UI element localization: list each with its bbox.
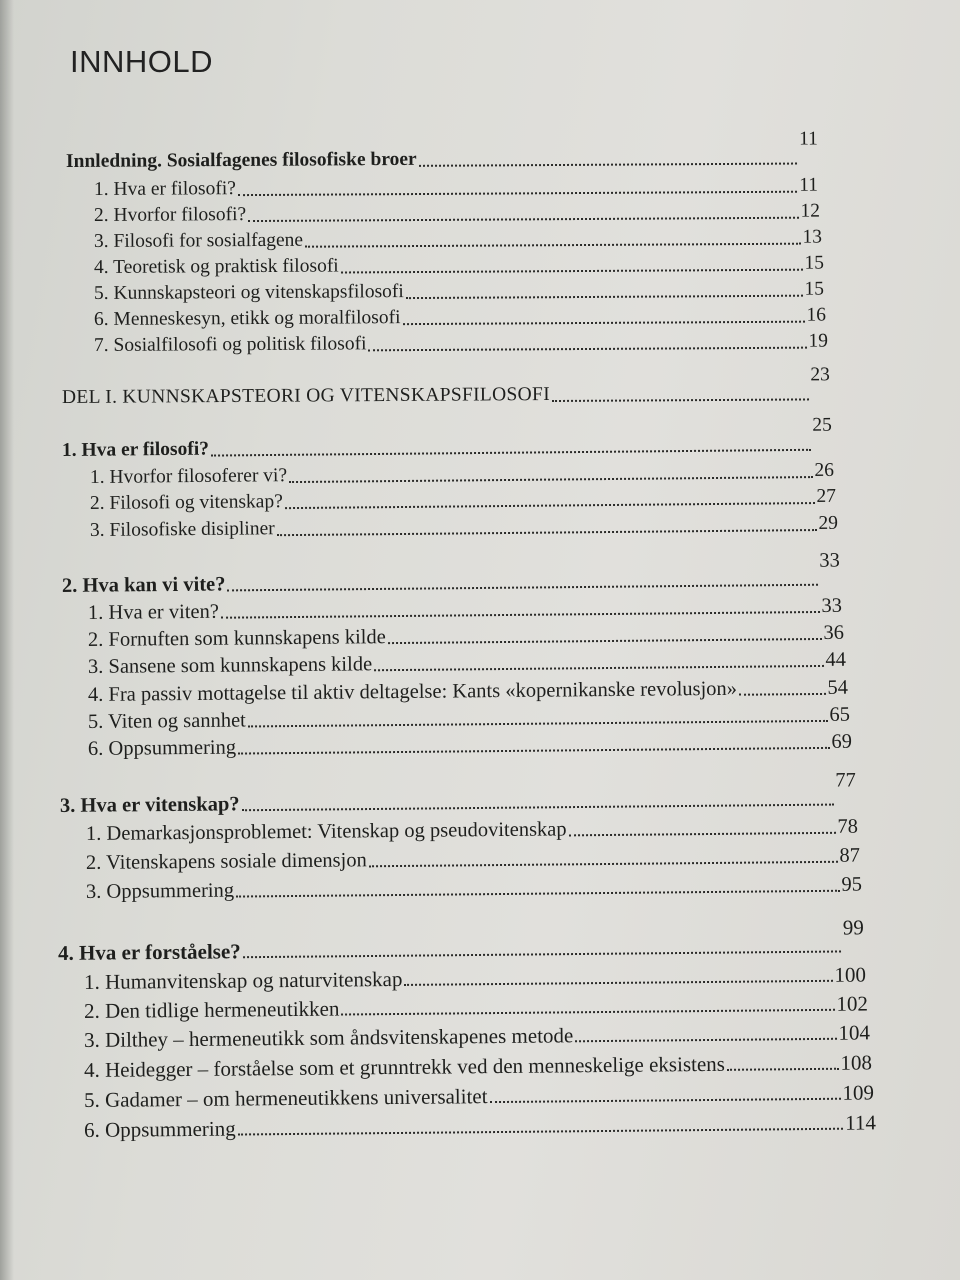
toc-entry bbox=[86, 815, 858, 846]
toc-entry bbox=[86, 873, 862, 904]
dot-leader bbox=[552, 398, 809, 402]
toc-entry-page-number: 25 bbox=[812, 414, 832, 436]
toc-entry bbox=[94, 330, 828, 358]
toc-entry bbox=[61, 549, 840, 598]
toc-entry-title: 1. Hva er filosofi? bbox=[93, 178, 236, 200]
dot-leader bbox=[238, 191, 797, 196]
dot-leader bbox=[305, 243, 800, 248]
toc-entry bbox=[86, 844, 860, 875]
dot-leader bbox=[406, 295, 803, 299]
toc-entry bbox=[94, 174, 818, 202]
dot-leader bbox=[238, 1128, 844, 1136]
toc-entry-page-number: 15 bbox=[804, 278, 825, 300]
toc-entry bbox=[88, 594, 842, 625]
toc-entry-title: 4. Fra passiv mottagelse til aktiv deltagelse: Kants «kopernikanske revolusjon» bbox=[87, 677, 738, 706]
toc-entry bbox=[84, 962, 866, 994]
toc-entry bbox=[94, 304, 826, 332]
toc-entry bbox=[84, 1080, 874, 1112]
toc-entry bbox=[84, 1050, 872, 1082]
dot-leader bbox=[727, 1068, 839, 1071]
dot-leader bbox=[490, 1098, 841, 1103]
toc-entry-title: 1. Hva er viten? bbox=[87, 600, 220, 624]
dot-leader bbox=[374, 665, 823, 671]
dot-leader bbox=[575, 1038, 836, 1043]
toc-entry bbox=[94, 200, 820, 228]
toc-entry-page-number: 65 bbox=[829, 703, 851, 726]
toc-entry-title: Innledning. Sosialfagenes filosofiske broer bbox=[65, 148, 417, 172]
dot-leader bbox=[341, 1009, 834, 1016]
toc-entry-page-number: 11 bbox=[799, 128, 818, 150]
toc-entry-title: 3. Filosofi for sosialfagene bbox=[93, 229, 304, 252]
toc-entry-page-number: 33 bbox=[819, 549, 840, 572]
toc-entry bbox=[88, 703, 850, 734]
toc-entry bbox=[88, 621, 844, 652]
toc-entry-page-number: 78 bbox=[837, 815, 859, 838]
toc-entry-title: 2. Filosofi og vitenskap? bbox=[89, 491, 283, 514]
toc-entry bbox=[94, 252, 824, 280]
dot-leader bbox=[388, 638, 822, 644]
dot-leader bbox=[739, 693, 825, 696]
toc-entry-page-number: 108 bbox=[840, 1050, 873, 1075]
dot-leader bbox=[248, 217, 798, 222]
dot-leader bbox=[248, 720, 828, 728]
toc-entry-page-number: 44 bbox=[825, 648, 847, 671]
dot-leader bbox=[368, 347, 806, 352]
toc-entry-title: 6. Oppsummering bbox=[87, 736, 237, 760]
toc-entry-page-number: 26 bbox=[814, 459, 835, 482]
toc-entry-page-number: 104 bbox=[838, 1020, 871, 1045]
toc-entry bbox=[57, 915, 864, 965]
toc-entry-title: 3. Oppsummering bbox=[85, 879, 235, 903]
toc-entry-page-number: 23 bbox=[810, 364, 830, 386]
toc-entry bbox=[90, 485, 836, 516]
dot-leader bbox=[403, 321, 805, 325]
toc-entry bbox=[84, 991, 868, 1023]
toc-entry bbox=[61, 414, 832, 463]
toc-entry-title: 3. Hva er vitenskap? bbox=[59, 793, 240, 817]
toc-entry-title: 2. Hvorfor filosofi? bbox=[93, 204, 247, 226]
toc-entry-page-number: 109 bbox=[842, 1080, 875, 1105]
toc-entry bbox=[94, 226, 822, 254]
toc-entry-title: 5. Kunnskapsteori og vitenskapsfilosofi bbox=[93, 281, 404, 304]
toc-entry-page-number: 69 bbox=[831, 730, 853, 753]
toc-entry-title: 2. Den tidlige hermeneutikken bbox=[83, 996, 340, 1023]
toc-entry-page-number: 27 bbox=[816, 485, 837, 508]
toc-entry-title: 3. Sansene som kunnskapens kilde bbox=[87, 653, 373, 678]
toc-entry-title: 1. Hvorfor filosoferer vi? bbox=[89, 465, 288, 488]
dot-leader bbox=[369, 861, 838, 867]
toc-entry-page-number: 11 bbox=[799, 174, 819, 196]
toc-entry-title: 7. Sosialfilosofi og politisk filosofi bbox=[93, 333, 367, 356]
toc-entry-title: 5. Viten og sannhet bbox=[87, 709, 246, 733]
toc-entry-page-number: 16 bbox=[806, 304, 827, 326]
toc-entry bbox=[65, 128, 818, 174]
toc-entry bbox=[88, 648, 846, 679]
toc-entry bbox=[84, 1020, 870, 1052]
dot-leader bbox=[341, 269, 803, 274]
dot-leader bbox=[211, 449, 811, 457]
dot-leader bbox=[569, 832, 836, 837]
toc-entry-page-number: 95 bbox=[841, 873, 863, 896]
toc-entry-page-number: 102 bbox=[836, 991, 869, 1016]
toc-entry-page-number: 15 bbox=[804, 252, 825, 274]
page-title: INNHOLD bbox=[70, 44, 214, 79]
toc-entry bbox=[88, 676, 848, 707]
toc-entry-title: 3. Filosofiske disipliner bbox=[89, 518, 275, 541]
toc-entry bbox=[84, 1110, 876, 1142]
dot-leader bbox=[236, 890, 839, 898]
toc-entry-page-number: 87 bbox=[839, 844, 861, 867]
toc-entry-title: 2. Vitenskapens sosiale dimensjon bbox=[85, 849, 367, 874]
toc-entry-page-number: 19 bbox=[808, 330, 829, 352]
toc-entry-page-number: 13 bbox=[802, 226, 823, 248]
toc-entry-title: 6. Oppsummering bbox=[83, 1116, 236, 1142]
toc-entry-title: 1. Humanvitenskap og naturvitenskap bbox=[83, 966, 403, 994]
toc-entry-title: 4. Teoretisk og praktisk filosofi bbox=[93, 255, 339, 278]
dot-leader bbox=[404, 980, 832, 986]
toc-entry-title: 6. Menneskesyn, etikk og moralfilosofi bbox=[93, 307, 401, 330]
toc-entry-page-number: 99 bbox=[842, 915, 864, 940]
dot-leader bbox=[238, 747, 829, 755]
toc-entry bbox=[88, 730, 852, 761]
dot-leader bbox=[227, 584, 817, 592]
toc-entry-title: 1. Hva er filosofi? bbox=[61, 438, 210, 461]
toc-entry-page-number: 54 bbox=[827, 676, 849, 699]
toc-entry-page-number: 100 bbox=[834, 962, 867, 987]
dot-leader bbox=[285, 502, 815, 509]
dot-leader bbox=[277, 529, 817, 536]
toc-entry bbox=[94, 278, 824, 306]
dot-leader bbox=[289, 476, 812, 483]
toc-entry-page-number: 77 bbox=[835, 769, 856, 792]
toc-entry bbox=[90, 512, 838, 543]
toc-entry bbox=[61, 364, 830, 410]
dot-leader bbox=[243, 950, 841, 958]
toc-entry-title: 4. Heidegger – forståelse som et grunntrekk ved den menneskelige eksistens bbox=[83, 1051, 725, 1082]
toc-entry-title: 5. Gadamer – om hermeneutikkens universalitet bbox=[83, 1084, 488, 1112]
toc-entry-title: 2. Hva kan vi vite? bbox=[61, 573, 226, 597]
toc-entry-title: DEL I. KUNNSKAPSTEORI OG VITENSKAPSFILOSOFI bbox=[61, 384, 551, 408]
toc-entry-page-number: 33 bbox=[821, 594, 843, 617]
dot-leader bbox=[419, 163, 798, 167]
toc-entry-page-number: 12 bbox=[800, 200, 821, 222]
toc-entry-title: 2. Fornuften som kunnskapens kilde bbox=[87, 626, 386, 651]
toc-entry-page-number: 29 bbox=[818, 512, 839, 535]
dot-leader bbox=[221, 611, 820, 619]
toc-entry-page-number: 114 bbox=[845, 1110, 877, 1135]
toc-entry-title: 1. Demarkasjonsproblemet: Vitenskap og pseudovitenskap bbox=[85, 818, 567, 845]
toc-entry-title: 3. Dilthey – hermeneutikk som åndsvitenskapenes metode bbox=[83, 1023, 574, 1052]
toc-entry bbox=[59, 769, 856, 818]
dot-leader bbox=[242, 804, 834, 812]
toc-entry-page-number: 36 bbox=[823, 621, 845, 644]
toc-entry-title: 4. Hva er forståelse? bbox=[57, 939, 241, 965]
